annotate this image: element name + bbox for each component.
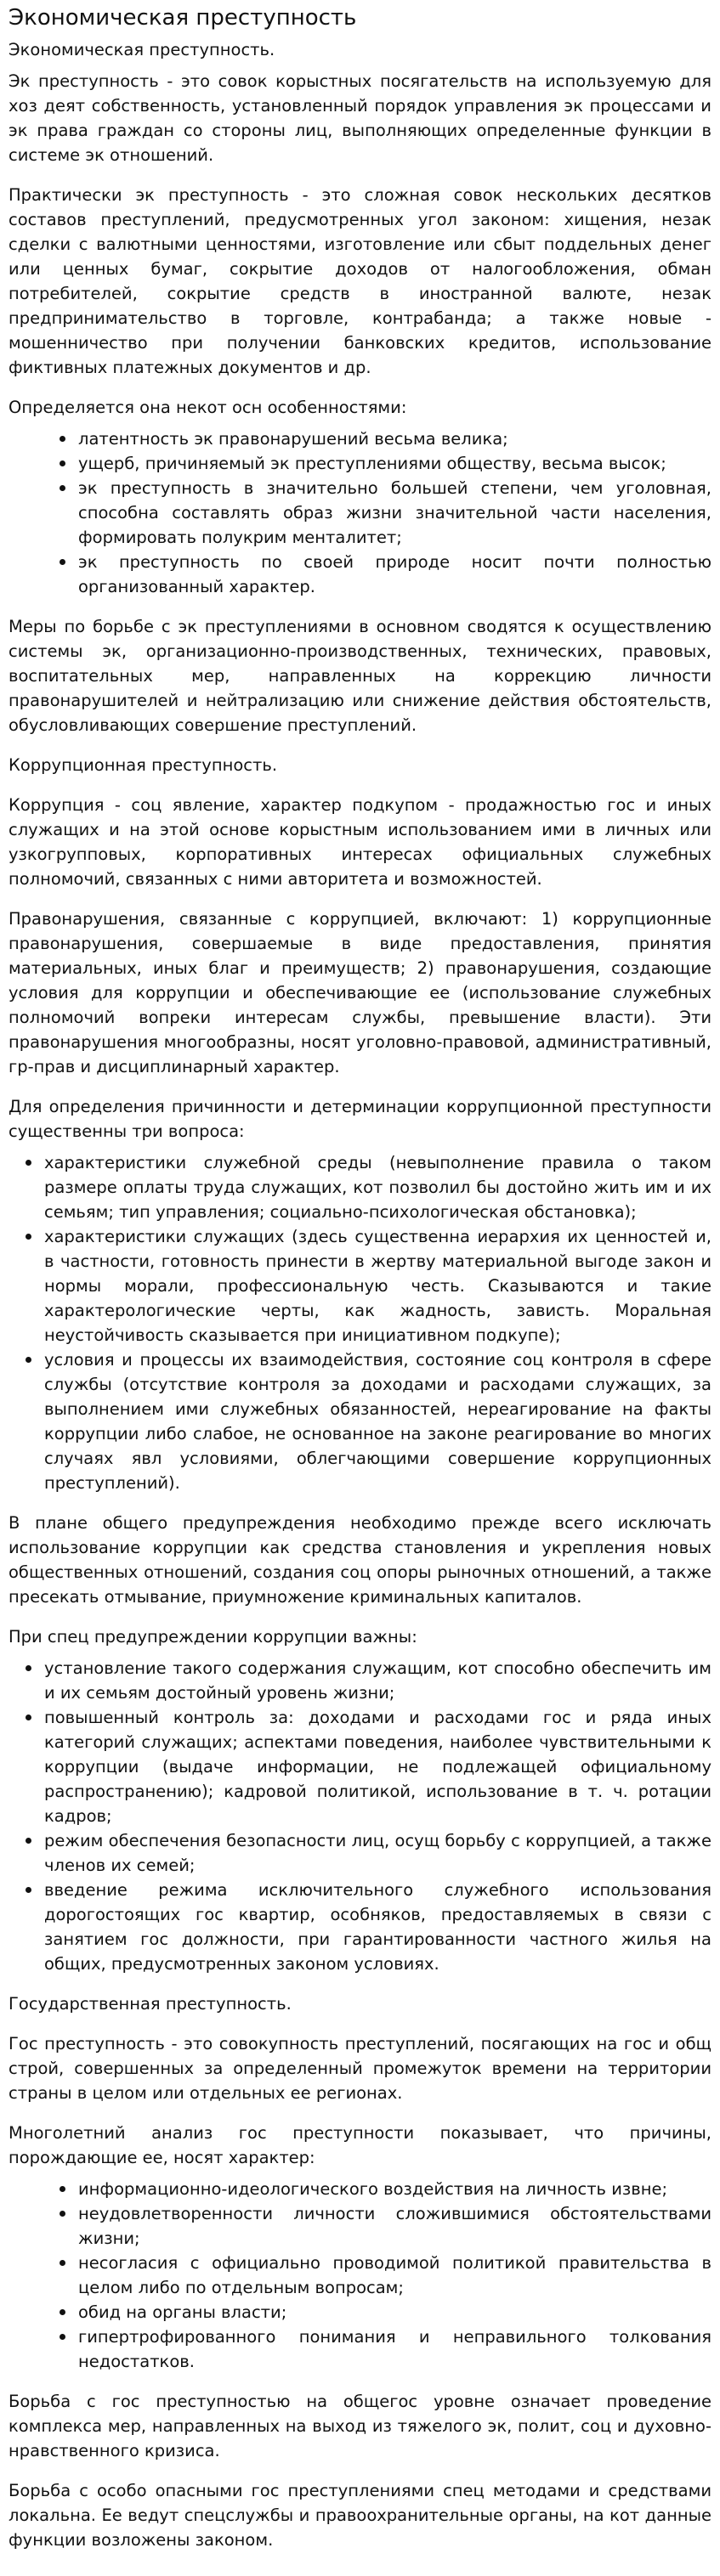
list-item: характеристики служебной среды (невыполнение правила о таком размере оплаты труда служащих, кот позволил бы достойно жить им и их семьям; тип управления; социально-психологическая обстановка); (9, 1150, 711, 1224)
bullet-icon (26, 1665, 31, 1671)
bullet-icon (60, 2186, 65, 2192)
list-item: ущерб, причиняемый эк преступлениями обществу, весьма высок; (9, 451, 711, 476)
paragraph: Гос преступность - это совокупность преступлений, посягающих на гос и общ строй, совершенных за определенный промежуток времени на территории страны в целом или отдельных ее регионах. (9, 2034, 711, 2103)
list-item: условия и процессы их взаимодействия, состояние соц контроля в сфере службы (отсутствие контроля за доходами и расходами служащих, за выполнением ими служебных обязанностей, нереагирование на факты коррупции либо слабое, не основанное на законе реагирование во многих случаях явл условиями, облегчающими совершение коррупционных преступлений). (9, 1347, 711, 1495)
subheading-economic-crime: Экономическая преступность. (9, 40, 275, 59)
list-item: повышенный контроль за: доходами и расходами гос и ряда иных категорий служащих; аспектами поведения, наиболее чувствительными к коррупции (выдаче информации, не подлежащей официальному распространению); кадровой политикой, использование в т. ч. ротации кадров; (9, 1705, 711, 1828)
list-item: латентность эк правонарушений весьма велика; (9, 427, 711, 451)
subheading-corruption-crime: Коррупционная преступность. (9, 755, 278, 775)
paragraph: Для определения причинности и детерминации коррупционной преступности существенны три вопроса: (9, 1097, 711, 1141)
list-item: установление такого содержания служащим, кот способно обеспечить им и их семьям достойный уровень жизни; (9, 1656, 711, 1705)
bullet-icon (26, 1715, 31, 1720)
paragraph: При спец предупреждении коррупции важны: (9, 1627, 417, 1647)
causes-list (9, 2177, 711, 2374)
bullet-icon (60, 2260, 65, 2266)
prevention-list (9, 1656, 711, 1976)
list-item: неудовлетворенности личности сложившимися обстоятельствами жизни; (9, 2201, 711, 2251)
paragraph: Практически эк преступность - это сложная совок нескольких десятков составов преступлений, предусмотренных угол законом: хищения, незак сделки с валютными ценностями, изготовление или сбыт поддельных денег или ценных бумаг, сокрытие доходов от налогообложения, обман потребителей, сокрытие средств в иностранной валюте, незак предпринимательство в торговле, контрабанда; а также новые - мошенничество при получении банковских кредитов, использование фиктивных платежных документов и др. (9, 185, 711, 377)
list-item: эк преступность по своей природе носит почти полностью организованный характер. (9, 550, 711, 599)
features-list (9, 427, 711, 599)
page-title: Экономическая преступность (9, 5, 357, 31)
paragraph: Эк преступность - это совок корыстных посягательств на используемую для хоз деят собственность, установленный порядок управления эк процессами и эк права граждан со стороны лиц, выполняющих определенные функции в системе эк отношений. (9, 71, 711, 165)
questions-list (9, 1150, 711, 1495)
bullet-icon (60, 2334, 65, 2340)
paragraph: Определяется она некот осн особенностями: (9, 398, 407, 417)
paragraph: В плане общего предупреждения необходимо прежде всего исключать использование коррупции как средства становления и укрепления новых общественных отношений, создания соц опоры рыночных отношений, а также пресекать отмывание, приумножение криминальных капиталов. (9, 1513, 711, 1607)
list-item: характеристики служащих (здесь существенна иерархия их ценностей и, в частности, готовность принести в жертву материальной выгоде закон и нормы морали, профессиональную честь. Сказываются и такие характерологические черты, как жадность, зависть. Моральная неустойчивость сказывается при инициативном подкупе); (9, 1224, 711, 1347)
bullet-icon (26, 1887, 31, 1893)
paragraph: Меры по борьбе с эк преступлениями в основном сводятся к осуществлению системы эк, организационно-производственных, технических, правовых, воспитательных мер, направленных на коррекцию личности правонарушителей и нейтрализацию или снижение действия обстоятельств, обусловливающих совершение преступлений. (9, 617, 711, 735)
bullet-icon (26, 1838, 31, 1844)
list-item: информационно-идеологического воздействия на личность извне; (9, 2177, 711, 2201)
list-item: гипертрофированного понимания и неправильного толкования недостатков. (9, 2325, 711, 2374)
list-item: несогласия с официально проводимой политикой правительства в целом либо по отдельным вопросам; (9, 2251, 711, 2300)
bullet-icon (26, 1234, 31, 1240)
paragraph: Правонарушения, связанные с коррупцией, включают: 1) коррупционные правонарушения, совершаемые в виде предоставления, принятия материальных, иных благ и преимуществ; 2) правонарушения, создающие условия для коррупции и обеспечивающие ее (использование служебных полномочий вопреки интересам службы, превышение власти). Эти правонарушения многообразны, носят уголовно-правовой, административный, гр-прав и дисциплинарный характер. (9, 909, 711, 1076)
list-item: эк преступность в значительно большей степени, чем уголовная, способна составлять образ жизни значительной части населения, формировать полукрим менталитет; (9, 476, 711, 550)
bullet-icon (60, 2211, 65, 2217)
list-item: режим обеспечения безопасности лиц, осущ борьбу с коррупцией, а также членов их семей; (9, 1828, 711, 1878)
bullet-icon (60, 559, 65, 565)
bullet-icon (60, 436, 65, 442)
bullet-icon (60, 2309, 65, 2315)
subheading-state-crime: Государственная преступность. (9, 1994, 292, 2014)
bullet-icon (26, 1160, 31, 1166)
paragraph: Коррупция - соц явление, характер подкупом - продажностью гос и иных служащих и на этой основе корыстным использованием ими в личных или узкогрупповых, корпоративных интересах официальных служебных полномочий, связанных с ними авторитета и возможностей. (9, 795, 711, 889)
paragraph: Борьба с особо опасными гос преступлениями спец методами и средствами локальна. Ее ведут спецслужбы и правоохранительные органы, на кот данные функции возложены законом. (9, 2481, 711, 2550)
list-item: обид на органы власти; (9, 2300, 711, 2325)
bullet-icon (60, 460, 65, 466)
paragraph: Многолетний анализ гос преступности показывает, что причины, порождающие ее, носят характер: (9, 2123, 711, 2167)
bullet-icon (60, 485, 65, 491)
paragraph: Борьба с гос преступностью на общегос уровне означает проведение комплекса мер, направленных на выход из тяжелого эк, полит, соц и духовно-нравственного кризиса. (9, 2392, 711, 2460)
bullet-icon (26, 1357, 31, 1363)
list-item: введение режима исключительного служебного использования дорогостоящих гос квартир, особняков, предоставляемых в связи с занятием гос должности, при гарантированности частного жилья на общих, предусмотренных законом условиях. (9, 1878, 711, 1976)
